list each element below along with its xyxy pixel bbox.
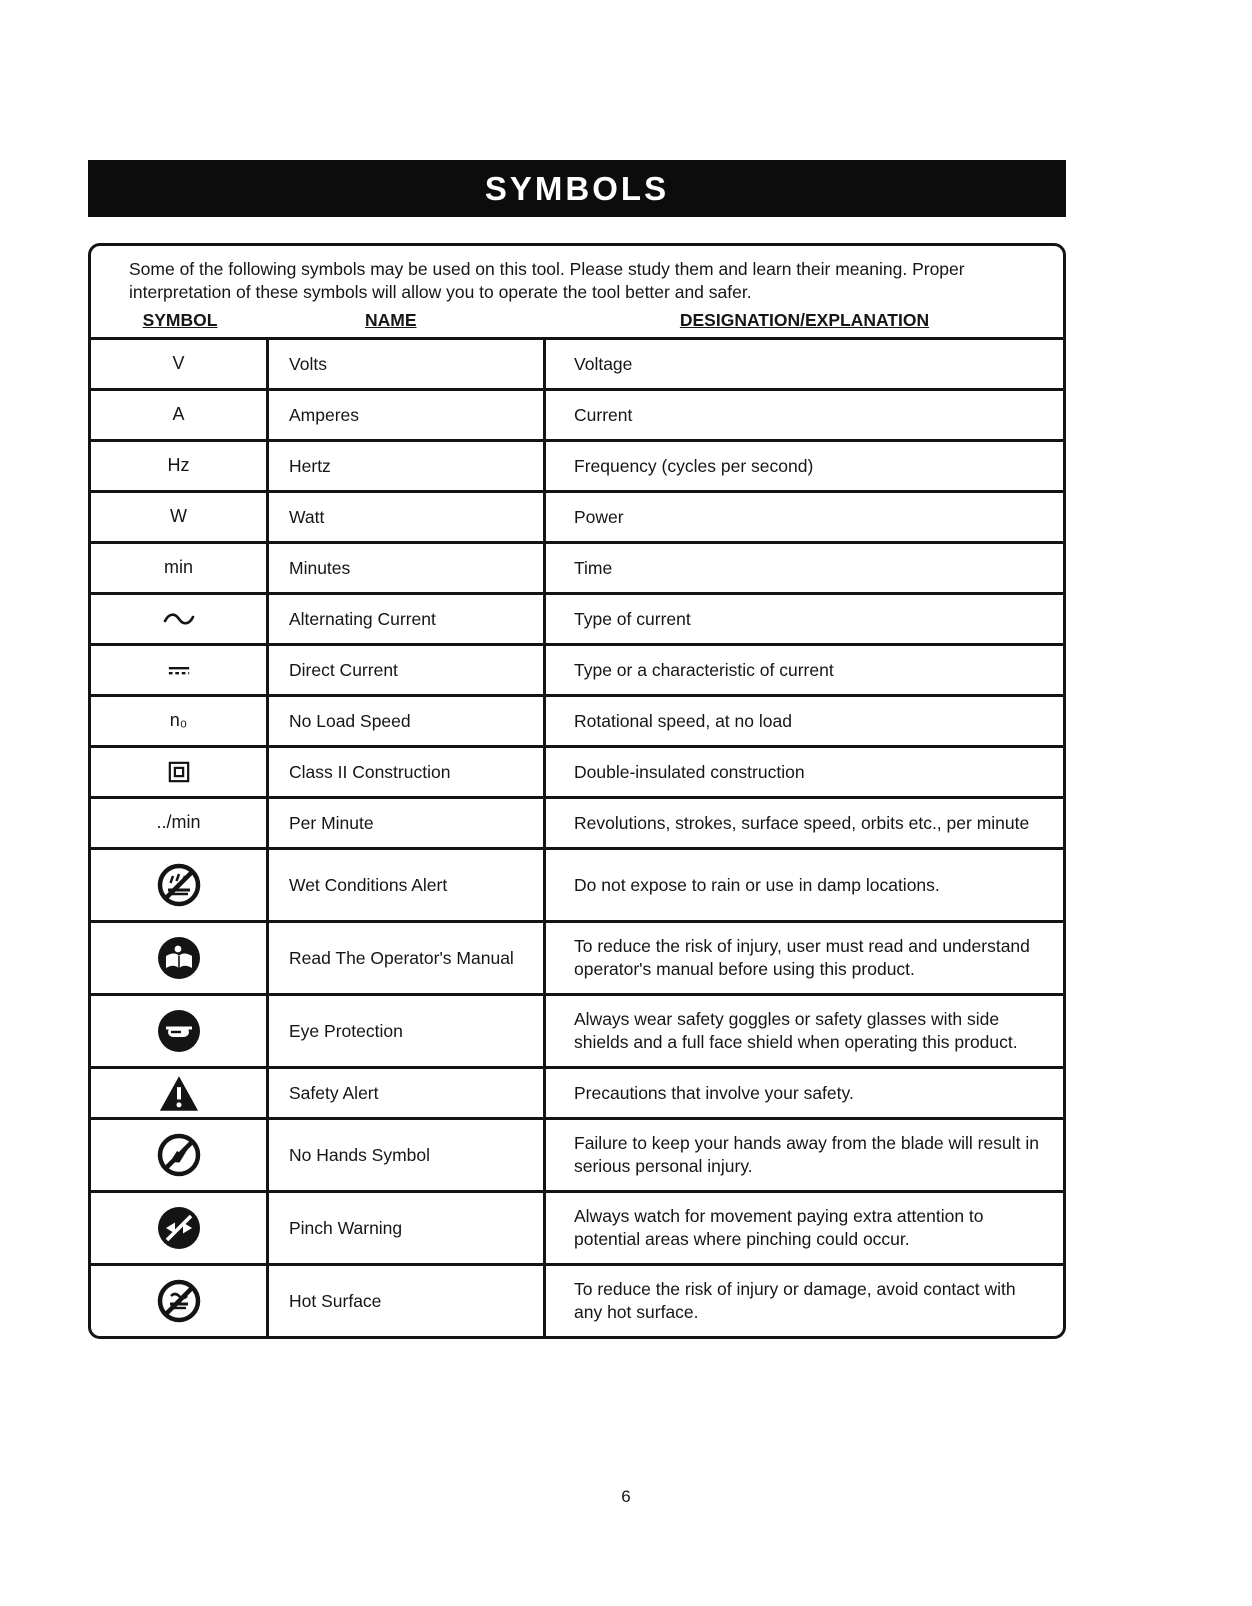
designation-cell bbox=[543, 1069, 1063, 1117]
designation-text: Rotational speed, at no load bbox=[574, 710, 792, 731]
table-row bbox=[91, 643, 1063, 694]
name-text: Read The Operator's Manual bbox=[289, 947, 514, 968]
name-cell bbox=[266, 1069, 543, 1117]
symbol-cell bbox=[91, 697, 266, 745]
symbol-cell bbox=[91, 748, 266, 796]
name-text: Wet Conditions Alert bbox=[289, 874, 448, 895]
table-row bbox=[91, 1117, 1063, 1190]
name-text: Direct Current bbox=[289, 659, 398, 680]
designation-cell bbox=[543, 493, 1063, 541]
designation-cell bbox=[543, 340, 1063, 388]
hot-surface-icon bbox=[157, 1279, 201, 1323]
table-row bbox=[91, 1263, 1063, 1336]
designation-cell bbox=[543, 697, 1063, 745]
name-text: Eye Protection bbox=[289, 1020, 403, 1041]
name-text: Volts bbox=[289, 353, 327, 374]
designation-text: Revolutions, strokes, surface speed, orbits etc., per minute bbox=[574, 812, 1030, 833]
symbol-cell bbox=[91, 1193, 266, 1263]
symbol-cell bbox=[91, 646, 266, 694]
symbol-text: V bbox=[172, 353, 185, 374]
name-text: No Load Speed bbox=[289, 710, 411, 731]
table-row bbox=[91, 439, 1063, 490]
table-header-row bbox=[91, 306, 1063, 337]
page-title: SYMBOLS bbox=[484, 169, 670, 207]
read-operators-manual-icon bbox=[157, 936, 201, 980]
name-cell bbox=[266, 1120, 543, 1190]
designation-cell bbox=[543, 996, 1063, 1066]
table-row bbox=[91, 592, 1063, 643]
page-number: 6 bbox=[621, 1487, 631, 1506]
symbol-cell bbox=[91, 1266, 266, 1336]
name-cell bbox=[266, 493, 543, 541]
name-text: Minutes bbox=[289, 557, 351, 578]
table-row bbox=[91, 337, 1063, 388]
symbol-cell bbox=[91, 544, 266, 592]
designation-text: Voltage bbox=[574, 353, 633, 374]
table-row bbox=[91, 490, 1063, 541]
table-row bbox=[91, 1066, 1063, 1117]
name-text: Class II Construction bbox=[289, 761, 451, 782]
designation-cell bbox=[543, 646, 1063, 694]
designation-cell bbox=[543, 748, 1063, 796]
designation-cell bbox=[543, 850, 1063, 920]
intro-text: Some of the following symbols may be used on this tool. Please study them and learn their meaning. Proper interpretation of these symbols will allow you to operate the tool better and safer. bbox=[129, 259, 965, 303]
name-cell bbox=[266, 1193, 543, 1263]
eye-protection-icon bbox=[157, 1009, 201, 1053]
safety-alert-icon bbox=[159, 1075, 199, 1112]
designation-text: Failure to keep your hands away from the blade will result in serious personal injury. bbox=[574, 1133, 1039, 1177]
designation-cell bbox=[543, 595, 1063, 643]
symbol-cell bbox=[91, 996, 266, 1066]
designation-text: Current bbox=[574, 404, 633, 425]
table-row bbox=[91, 847, 1063, 920]
name-cell bbox=[266, 646, 543, 694]
designation-text: To reduce the risk of injury, user must read and understand operator's manual before using this product. bbox=[574, 936, 1030, 980]
table-row bbox=[91, 745, 1063, 796]
symbol-cell bbox=[91, 799, 266, 847]
designation-cell bbox=[543, 544, 1063, 592]
header-symbol: SYMBOL bbox=[142, 310, 218, 331]
name-cell bbox=[266, 544, 543, 592]
class-ii-construction-icon bbox=[168, 761, 190, 783]
designation-cell bbox=[543, 923, 1063, 993]
symbol-cell bbox=[91, 340, 266, 388]
symbol-cell bbox=[91, 1120, 266, 1190]
symbol-cell bbox=[91, 493, 266, 541]
name-text: Amperes bbox=[289, 404, 360, 425]
designation-text: Type or a characteristic of current bbox=[574, 659, 834, 680]
designation-text: Frequency (cycles per second) bbox=[574, 455, 814, 476]
name-text: Alternating Current bbox=[289, 608, 436, 629]
name-text: Per Minute bbox=[289, 812, 374, 833]
name-cell bbox=[266, 923, 543, 993]
symbol-text: ../min bbox=[156, 812, 201, 833]
symbol-text: Hz bbox=[167, 455, 190, 476]
direct-current-icon bbox=[167, 664, 191, 676]
symbol-text: n₀ bbox=[169, 710, 188, 731]
designation-cell bbox=[543, 442, 1063, 490]
symbol-cell bbox=[91, 923, 266, 993]
name-text: Watt bbox=[289, 506, 325, 527]
name-cell bbox=[266, 340, 543, 388]
name-cell bbox=[266, 697, 543, 745]
designation-cell bbox=[543, 1120, 1063, 1190]
symbol-cell bbox=[91, 595, 266, 643]
symbol-cell bbox=[91, 850, 266, 920]
name-cell bbox=[266, 1266, 543, 1336]
designation-text: Precautions that involve your safety. bbox=[574, 1082, 854, 1103]
name-text: Pinch Warning bbox=[289, 1217, 403, 1238]
table-row bbox=[91, 1190, 1063, 1263]
name-cell bbox=[266, 748, 543, 796]
symbol-cell bbox=[91, 391, 266, 439]
name-cell bbox=[266, 850, 543, 920]
name-text: Hertz bbox=[289, 455, 331, 476]
designation-text: Type of current bbox=[574, 608, 691, 629]
wet-conditions-alert-icon bbox=[157, 863, 201, 907]
name-text: Hot Surface bbox=[289, 1290, 382, 1311]
pinch-warning-icon bbox=[157, 1206, 201, 1250]
name-cell bbox=[266, 996, 543, 1066]
designation-cell bbox=[543, 799, 1063, 847]
section-title-bar bbox=[88, 160, 1066, 217]
name-cell bbox=[266, 442, 543, 490]
designation-text: Double-insulated construction bbox=[574, 761, 805, 782]
name-cell bbox=[266, 391, 543, 439]
table-row bbox=[91, 388, 1063, 439]
table-row bbox=[91, 993, 1063, 1066]
designation-text: To reduce the risk of injury or damage, avoid contact with any hot surface. bbox=[574, 1279, 1016, 1323]
designation-cell bbox=[543, 1193, 1063, 1263]
symbols-table bbox=[88, 243, 1066, 1339]
designation-text: Power bbox=[574, 506, 624, 527]
name-cell bbox=[266, 799, 543, 847]
symbol-text: A bbox=[172, 404, 185, 425]
table-row bbox=[91, 541, 1063, 592]
no-hands-icon bbox=[157, 1133, 201, 1177]
name-cell bbox=[266, 595, 543, 643]
table-row bbox=[91, 920, 1063, 993]
alternating-current-icon bbox=[163, 612, 195, 626]
designation-text: Do not expose to rain or use in damp locations. bbox=[574, 874, 940, 895]
table-row bbox=[91, 796, 1063, 847]
name-text: No Hands Symbol bbox=[289, 1144, 431, 1165]
designation-cell bbox=[543, 391, 1063, 439]
symbol-text: W bbox=[170, 506, 187, 527]
header-designation: DESIGNATION/EXPLANATION bbox=[679, 310, 930, 331]
table-row bbox=[91, 694, 1063, 745]
symbol-cell bbox=[91, 1069, 266, 1117]
designation-text: Always watch for movement paying extra attention to potential areas where pinching could occur. bbox=[574, 1206, 984, 1250]
header-name: NAME bbox=[365, 310, 417, 331]
symbol-cell bbox=[91, 442, 266, 490]
designation-text: Time bbox=[574, 557, 613, 578]
designation-cell bbox=[543, 1266, 1063, 1336]
symbol-text: min bbox=[163, 557, 193, 578]
name-text: Safety Alert bbox=[289, 1082, 379, 1103]
designation-text: Always wear safety goggles or safety glasses with side shields and a full face shield when operating this product. bbox=[574, 1009, 1018, 1053]
